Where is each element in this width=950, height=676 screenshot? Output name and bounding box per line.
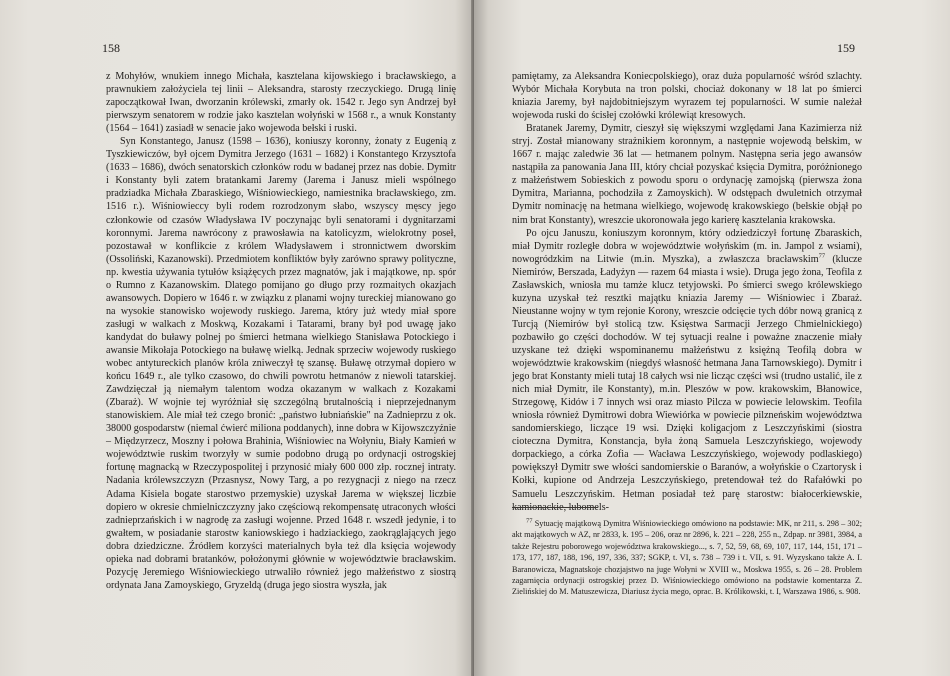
right-paragraph-3 [512,227,862,514]
left-page-number: 158 [102,41,120,55]
footnote-marker: 77 [526,517,533,525]
right-paragraph-1: pamiętamy, za Aleksandra Koniecpolskiego), oraz duża popularność wśród szlachty. Wybór Michała Korybuta na tron polski, chociaż dokonany w 18 lat po śmierci kniazia Jaremy, był najdobitniejszym wyrazem tej popularności. W sumie należał wojewoda ruski do ścisłej czołówki królewiąt kresowych. [512,71,862,122]
left-page-body [106,70,456,592]
right-paragraph-3-continued: (klucze Niemirów, Berszada, Ładyżyn — razem 64 miasta i wsie). Druga jego żona, Teofila z Zasławskich, wniosła mu tamże klucz tetyjowski. Po śmierci swego królewskiego kuzyna uzyskał też resztki majątku kniazia Jaremy — Wiśniowiec i Zbaraż. Nieustanne wojny w tym rejonie Korony, wreszcie odcięcie tych dóbr nową granicą z Turcją (Niemirów był stolicą tzw. Księstwa Sarmacji Jerzego Chmielnickiego) pozbawiło go części dochodów. W tej sytuacji realne i poważne znaczenie miały uzyskane też dzięki wspominanemu małżeństwu z księżną Teofilą dobra w województwie krakowskim (niegdyś własność hetmana Jana Tarnowskiego). Dymitr i jego brat Konstanty mieli tutaj 18 całych wsi nie licząc części wsi (trudno ustalić, ile z nich miał Dymitr, ile Konstanty), m.in. Pleszów w pow. krakowskim, Błanowice, Strzegowę, Kidów i 7 innych wsi oraz miasto Pilcza w powiecie lelowskim. Teofila wniosła również Dymitrowi dobra Wiewiórka w powiecie pilzneńskim województwa sandomierskiego, liczące 19 wsi. Dzięki koligacjom z Leszczyńskimi (siostra cioteczna Dymitra, Konstancja, była żoną Samuela Leszczyńskiego, wojewody dorpackiego, a córka Zofia — Wacława Leszczyńskiego, wojewody podlaskiego) powiększył Dymitr swe włości sandomierskie o Baranów, a wołyńskie o Czartorysk i Kołki, kupione od Andrzeja Leszczyńskiego, pretendował też do Rafałówki po Samuelu Leszczyńskim. Hetman posiadał też parę starostw: białocerkiewskie, kamionackie, lubomels- [512,253,863,513]
footnote-reference: 77 [818,252,826,260]
right-page-body [512,70,862,514]
left-paragraph-2: Syn Konstantego, Janusz (1598 – 1636), koniuszy koronny, żonaty z Eugenią z Tyszkiewiczów, był ojcem Dymitra Jerzego (1631 – 1682) i Konstantego Krzysztofa (1633 – 1686), dwóch senatorskich członków rodu w badanej przez nas dobie. Dymitr i Konstanty byli zatem bratankami Jaremy (Jarema i Janusz mieli wspólnego pradziadka Michała Zbaraskiego, Wiśniowieckiego, namiestnika bracławskiego, zm. 1516 r.). Wiśniowieccy byli rodem rozrodzonym słabo, wszyscy męscy jego członkowie od czasów Władysława IV poczynając byli senatorami i dygnitarzami koronnymi. Jarema nawrócony z prawosławia na katolicyzm, wielokrotny poseł, pozostawał w konflikcie z królem Władysławem i stronnictwem dworskim (Ossoliński, Kazanowski). Przedmiotem konfliktów były zarówno sprawy polityczne, np. kwestia używania tytułów książęcych przez magnatów, jak i majątkowe, np. spór o Rumno z Kazanowskim. Dlatego pomijano go długo przy rozmaitych okazjach awansowych. Dopiero w 1646 r. w związku z planami wojny tureckiej mianowano go na wysokie stanowisko wojewody ruskiego. Jarema, który już wtedy miał spore zasługi w walkach z Moskwą, Kozakami i Tatarami, brany był pod uwagę jako kandydat do buławy polnej po śmierci hetmana wielkiego Stanisława Potockiego i awansie Mikołaja Potockiego na buławę wielką. Jednak sprzeciw wojewody ruskiego wobec antytureckich planów króla zniweczył tę szansę. Buławę otrzymał dopiero w końcu 1649 r., ale tylko czasowo, do chwili powrotu hetmanów z niewoli tatarskiej. Zawdzięczał ją niemałym talentom wodza okazanym w walkach z Kozakami (Zbaraż). W wojnie tej wyróżniał się szczególną brutalnością i nieprzejednanym stanowiskiem. Ale miał też czego bronić: „państwo łubniańskie" na Zadnieprzu z ok. 38000 gospodarstw (niemal ćwierć miliona poddanych), inne dobra w Kijowszczyźnie – Międzyrzecz, Moszny i połowa Brahinia, Wiśniowiec na Wołyniu, Biały Kamień w województwie ruskim tworzyły w sumie podobno drugą po ordynacji ostrogskiej fortunę magnacką w Rzeczypospolitej i przynosić miały 600 000 złp. rocznej intraty. Nadania królewszczyzn (Przasnysz, Nowy Targ, a po rezygnacji z niego na rzecz Adama Kisiela bogate starostwo przemyskie) uzyskał Jarema w większej liczbie dopiero w okresie chmielniczczyzny jako częściową rekompensatę utraconych włości zadnieprzańskich i w nagrodę za zasługi wojenne. Przed 1648 r. wszedł jedynie, i to gwałtem, w posiadanie starostw kaniowskiego i hadziackiego, zaokrąglających jego dobra dziedziczne. Źródłem korzyści materialnych była też dla księcia wojewody opieka nad dobrami bratanków, położonymi głównie w województwie bracławskim. Pozycję Jeremiego Wiśniowieckiego utrwaliło również jego małżeństwo z siostrą ordynata Jana Zamoyskiego, Gryzeldą (druga jego siostra wyszła, jak [106,136,456,591]
footnote-text: Sytuację majątkową Dymitra Wiśniowieckiego omówiono na podstawie: MK, nr 211, s. 298 – 302; akt majątkowych w AZ, nr 2833, k. 195 – 206, oraz nr 2896, k. 221 – 228, 255 n., Zdpap. nr 3981, 3984, a także Rejestru poborowego województwa krakowskiego..., s. 7, 52, 59, 68, 69, 107, 117, 144, 151, 171 – 173, 177, 187, 188, 196, 197, 336, 337; SGKP, t. VI, s. 738 – 739 i t. VII, s. 91. Wyzyskano także A. I. Baranowicza, Magnatskoje chozjajstwo na juge Wołyni w XVIII w., Moskwa 1955, s. 26 – 28. Problem zagarnięcia ordynacji ostrogskiej przez D. Wiśniowieckiego omówiono na podstawie komentarza Z. Zielińskiej do M. Matuszewicza, Diariusz życia mego, oprac. B. Królikowski, t. I, Warszawa 1986, s. 908. [512,519,862,597]
footnote [512,518,862,598]
right-page [474,0,950,676]
left-page [0,0,474,676]
footnote-divider [512,507,598,508]
right-paragraph-2: Bratanek Jaremy, Dymitr, cieszył się większymi względami Jana Kazimierza niż stryj. Został mianowany strażnikiem koronnym, a następnie wojewodą bełskim, w 1667 r. mając zaledwie 36 lat — hetmanem polnym. Następna seria jego awansów nastąpiła za panowania Jana III, który chciał pozyskać księcia Dymitra, poróżnionego z małżeństwem Sobieskich z powodu sporu o ordynację zamojską (pierwsza żona Dymitra, Marianna, pochodziła z Zamoyskich). W odstępach dwuletnich otrzymał Dymitr nominację na hetmana wielkiego, wojewodę krakowskiego (bełskie objął po nim brat Konstanty), wreszcie ukoronowała jego karierę kasztelania krakowska. [512,123,862,226]
right-paragraph-3-text: Po ojcu Januszu, koniuszym koronnym, który odziedziczył fortunę Zbaraskich, miał Dymitr rozległe dobra w województwie wołyńskim (m. in. Jampol z wsiami), nowogródzkim na Litwie (m.in. Myszka), a zwłaszcza bracławskim [512,227,862,265]
left-paragraph-1: z Mohyłów, wnukiem innego Michała, kasztelana kijowskiego i bracławskiego, a prawnukiem założyciela tej linii – Aleksandra, starosty rzeczyckiego. Drugą linię zapoczątkował Iwan, dworzanin królewski, zmarły ok. 1542 r. Jego syn Andrzej był pierwszym senatorem w rodzie jako kasztelan wołyński w 1568 r., a wnuk Konstanty (1564 – 1641) zasiadł w senacie jako wojewoda bełski i ruski. [106,71,456,135]
right-page-number: 159 [837,41,855,55]
